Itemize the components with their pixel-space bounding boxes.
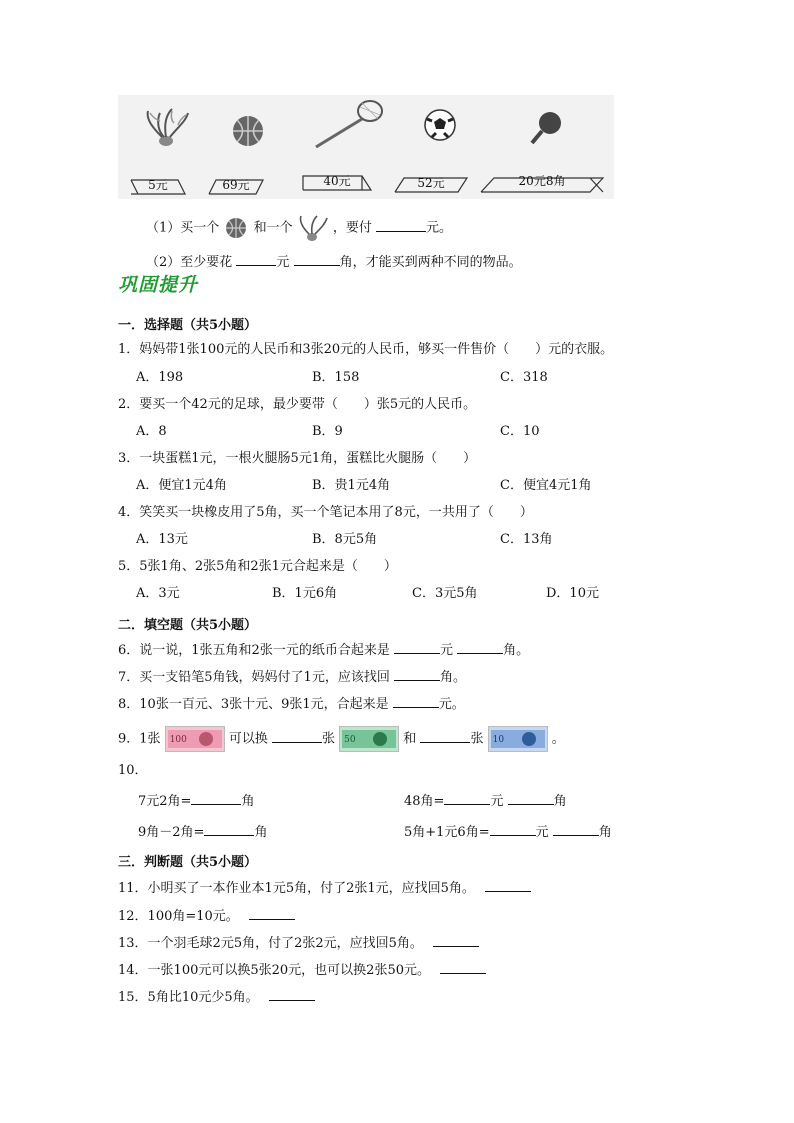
- equation: 7元2角= 角: [138, 791, 254, 811]
- answer-blank[interactable]: [294, 252, 340, 266]
- option-d[interactable]: D．10元: [546, 586, 599, 601]
- option-b[interactable]: B．9: [312, 424, 343, 439]
- question-1: 1．妈妈带1张100元的人民币和3张20元的人民币，够买一件售价（ ）元的衣服。: [118, 342, 614, 357]
- price-tag: 40元: [302, 173, 372, 191]
- top-question-1: （1）买一个 和一个 ，要付 元。: [146, 214, 452, 242]
- answer-blank[interactable]: [485, 878, 531, 892]
- option-c[interactable]: C．便宜4元1角: [500, 478, 592, 493]
- section-title: 三．判断题（共5小题）: [118, 855, 258, 870]
- answer-blank[interactable]: [440, 960, 486, 974]
- answer-blank[interactable]: [249, 906, 295, 920]
- question-2: 2．要买一个42元的足球，最少要带（ ）张5元的人民币。: [118, 397, 477, 412]
- section-heading: 巩固提升: [118, 274, 199, 296]
- section-title: 一．选择题（共5小题）: [118, 318, 258, 333]
- question-11: 11．小明买了一本作业本1元5角，付了2张1元，应找回5角。: [118, 878, 531, 898]
- option-c[interactable]: C．318: [500, 370, 548, 385]
- answer-blank[interactable]: [553, 822, 599, 836]
- goods-picture: [118, 95, 614, 199]
- basketball-icon: [230, 113, 266, 149]
- price-tag: 52元: [394, 175, 468, 193]
- racket-icon: [308, 97, 388, 153]
- answer-blank[interactable]: [433, 933, 479, 947]
- question-8: 8．10张一百元、3张十元、9张1元，合起来是 元。: [118, 694, 465, 714]
- answer-blank[interactable]: [376, 218, 426, 232]
- option-b[interactable]: B．158: [312, 370, 360, 385]
- shuttlecock-icon: [297, 214, 329, 242]
- price-tag: 5元: [130, 177, 186, 195]
- question-10-label: 10．: [118, 763, 148, 778]
- question-3: 3．一块蛋糕1元，一根火腿肠5元1角，蛋糕比火腿肠（ ）: [118, 451, 477, 466]
- price-tag: 20元8角: [480, 173, 604, 193]
- answer-blank[interactable]: [490, 822, 536, 836]
- option-a[interactable]: A．13元: [136, 532, 188, 547]
- answer-blank[interactable]: [269, 987, 315, 1001]
- option-b[interactable]: B．8元5角: [312, 532, 378, 547]
- answer-blank[interactable]: [394, 640, 440, 654]
- equation: 9角－2角= 角: [138, 822, 267, 842]
- question-4: 4．笑笑买一块橡皮用了5角，买一个笔记本用了8元，一共用了（ ）: [118, 505, 533, 520]
- option-a[interactable]: A．198: [136, 370, 184, 385]
- answer-blank[interactable]: [508, 791, 554, 805]
- option-b[interactable]: B．1元6角: [272, 586, 338, 601]
- section-title: 二．填空题（共5小题）: [118, 618, 258, 633]
- answer-blank[interactable]: [394, 667, 440, 681]
- option-a[interactable]: A．便宜1元4角: [136, 478, 227, 493]
- option-c[interactable]: C．13角: [500, 532, 553, 547]
- option-c[interactable]: C．3元5角: [412, 586, 478, 601]
- question-6: 6．说一说，1张五角和2张一元的纸币合起来是 元 角。: [118, 640, 529, 660]
- equation: 5角+1元6角= 元 角: [404, 822, 612, 842]
- top-question-2: （2）至少要花 元 角，才能买到两种不同的物品。: [146, 252, 522, 272]
- soccer-ball-icon: [422, 107, 458, 143]
- question-9: 9．1张 100 可以换 张 50 和 张 10 。: [118, 726, 565, 752]
- option-b[interactable]: B．贵1元4角: [312, 478, 391, 493]
- answer-blank[interactable]: [204, 822, 254, 836]
- answer-blank[interactable]: [444, 791, 490, 805]
- option-a[interactable]: A．8: [136, 424, 167, 439]
- question-14: 14．一张100元可以换5张20元，也可以换2张50元。: [118, 960, 486, 980]
- question-13: 13．一个羽毛球2元5角，付了2张2元，应找回5角。: [118, 933, 479, 953]
- equation: 48角= 元 角: [404, 791, 567, 811]
- price-tag: 69元: [208, 177, 264, 195]
- shuttlecock-icon: [142, 107, 192, 149]
- banknote-50-icon: 50: [339, 726, 399, 752]
- banknote-100-icon: 100: [165, 726, 225, 752]
- option-a[interactable]: A．3元: [136, 586, 180, 601]
- answer-blank[interactable]: [236, 252, 276, 266]
- ping-pong-paddle-icon: [524, 109, 564, 149]
- question-5: 5．5张1角、2张5角和2张1元合起来是（ ）: [118, 559, 397, 574]
- answer-blank[interactable]: [191, 791, 241, 805]
- answer-blank[interactable]: [393, 694, 439, 708]
- option-c[interactable]: C．10: [500, 424, 540, 439]
- question-15: 15．5角比10元少5角。: [118, 987, 315, 1007]
- question-7: 7．买一支铅笔5角钱，妈妈付了1元，应该找回 角。: [118, 667, 466, 687]
- answer-blank[interactable]: [272, 729, 322, 743]
- banknote-10-icon: 10: [488, 726, 548, 752]
- answer-blank[interactable]: [420, 729, 470, 743]
- basketball-icon: [223, 216, 249, 240]
- question-12: 12．100角=10元。: [118, 906, 295, 926]
- answer-blank[interactable]: [457, 640, 503, 654]
